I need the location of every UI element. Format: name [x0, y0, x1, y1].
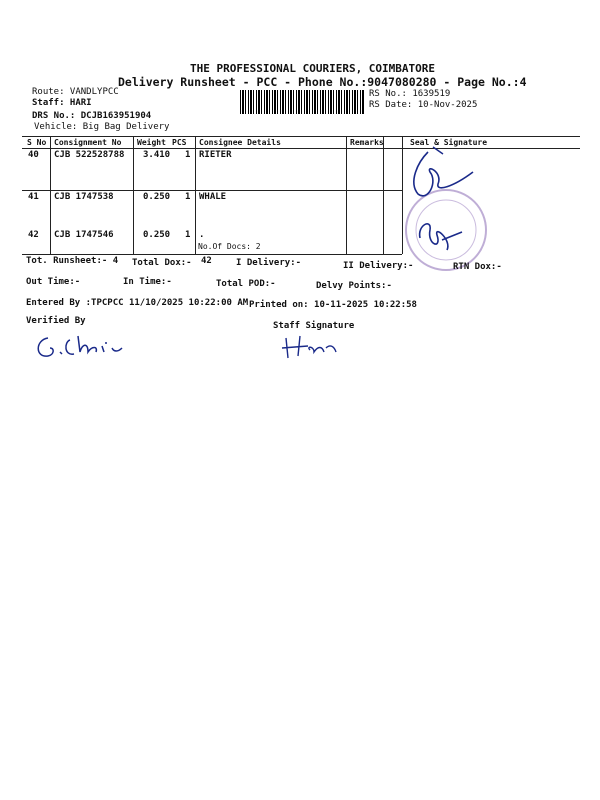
- row-weight: 3.410: [143, 150, 171, 160]
- row-consignment: CJB 1747538: [54, 192, 114, 202]
- th-consignment: Consignment No: [54, 138, 122, 147]
- total-pod: Total POD:-: [216, 279, 276, 289]
- table-top-border: [22, 136, 580, 137]
- th-sno: S No: [27, 138, 47, 147]
- company-name: THE PROFESSIONAL COURIERS, COIMBATORE: [190, 62, 436, 75]
- staff: Staff: HARI: [32, 98, 92, 108]
- col-divider-consignment: [133, 136, 134, 254]
- verified-by-label: Verified By: [26, 316, 86, 326]
- row-consignee: RIETER: [199, 150, 232, 160]
- out-time: Out Time:-: [26, 277, 81, 287]
- row-sno: 40: [28, 150, 39, 160]
- vehicle: Vehicle: Big Bag Delivery: [34, 122, 170, 132]
- drs-number: DRS No.: DCJB163951904: [32, 111, 152, 121]
- ii-delivery: II Delivery:-: [343, 261, 414, 271]
- th-pcs: PCS: [172, 138, 187, 147]
- col-divider-remarks: [383, 136, 384, 254]
- staff-signature: [278, 332, 348, 362]
- i-delivery: I Delivery:-: [236, 258, 302, 268]
- total-dox-label: Total Dox:-: [132, 258, 192, 268]
- rtn-dox: RTN Dox:-: [453, 262, 502, 272]
- rs-date: RS Date: 10-Nov-2025: [369, 100, 478, 110]
- row-consignee: WHALE: [199, 192, 227, 202]
- rs-number: RS No.: 1639519: [369, 89, 451, 99]
- table-bottom-border: [22, 254, 402, 255]
- verified-by-signature: [30, 330, 130, 366]
- row-weight: 0.250: [143, 230, 171, 240]
- row-consignment: CJB 1747546: [54, 230, 114, 240]
- route: Route: VANDLYPCC: [32, 87, 119, 97]
- signature-row-40: [398, 142, 478, 202]
- row-consignment: CJB 522528788: [54, 150, 125, 160]
- th-remarks: Remarks: [350, 138, 384, 147]
- row-consignee: .: [199, 230, 205, 240]
- col-divider-sno: [50, 136, 51, 254]
- runsheet-title: Delivery Runsheet - PCC - Phone No.:9047080280 - Page No.:4: [118, 75, 527, 89]
- table-header-border: [22, 148, 580, 149]
- th-weight: Weight: [137, 138, 166, 147]
- entered-by: Entered By :TPCPCC 11/10/2025 10:22:00 AM: [26, 298, 249, 308]
- col-divider-consignee: [346, 136, 347, 254]
- printed-on: Printed on: 10-11-2025 10:22:58: [249, 300, 417, 310]
- row-weight: 0.250: [143, 192, 171, 202]
- row-pcs: 1: [185, 150, 191, 160]
- row-docs-count: No.Of Docs: 2: [198, 242, 261, 251]
- th-consignee: Consignee Details: [199, 138, 281, 147]
- tot-runsheet: Tot. Runsheet:- 4: [26, 256, 119, 266]
- delvy-points: Delvy Points:-: [316, 281, 392, 291]
- signature-row-42: [412, 210, 472, 260]
- barcode: [240, 90, 365, 114]
- col-divider-weight: [195, 136, 196, 254]
- total-dox-value: 42: [201, 256, 212, 266]
- row-sno: 41: [28, 192, 39, 202]
- staff-signature-label: Staff Signature: [273, 321, 355, 331]
- th-seal-signature: Seal & Signature: [410, 138, 488, 147]
- row-pcs: 1: [185, 230, 191, 240]
- in-time: In Time:-: [123, 277, 172, 287]
- table-row-divider: [22, 190, 402, 191]
- row-pcs: 1: [185, 192, 191, 202]
- row-sno: 42: [28, 230, 39, 240]
